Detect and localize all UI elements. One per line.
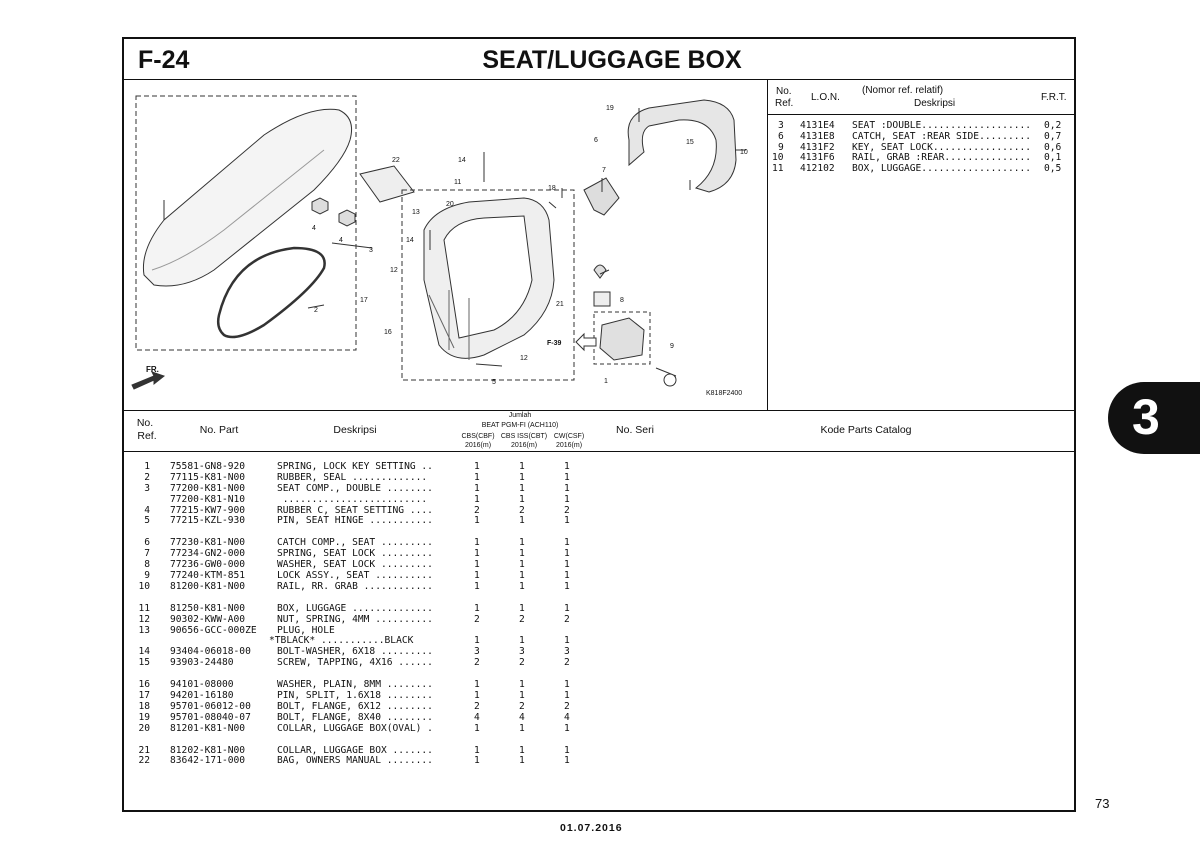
cell-desc: BOLT-WASHER, 6X18 .........	[277, 646, 433, 658]
cell-ref: 4	[144, 504, 150, 516]
callout-label: 6	[594, 137, 598, 144]
cell-q3: 2	[564, 613, 570, 625]
callout-label: 14	[406, 237, 414, 244]
table-row	[124, 724, 604, 735]
diagram-bottom-divider	[124, 410, 1074, 411]
cell-q3: 1	[564, 690, 570, 702]
cell-ref: 6	[144, 537, 150, 549]
cell-q3: 1	[564, 744, 570, 756]
cell-q2: 3	[519, 646, 525, 658]
diagram-divider	[767, 80, 768, 410]
cell-q3: 3	[564, 646, 570, 658]
cell-part: 77215-KZL-930	[170, 515, 246, 527]
cell-q2: 1	[519, 570, 525, 582]
cell-q2: 1	[519, 559, 525, 571]
cell-ref: 13	[138, 624, 150, 636]
cell-part: 93903-24480	[170, 657, 234, 669]
table-row	[124, 495, 604, 506]
callout-label: 12	[390, 267, 398, 274]
callout-label: 9	[670, 343, 674, 350]
cell-ref: 19	[138, 711, 150, 723]
rubber-c-2	[339, 210, 355, 226]
cell-part: 81202-K81-N00	[170, 744, 246, 756]
cell-ref: 20	[138, 722, 150, 734]
cell-desc: PIN, SEAT HINGE ...........	[277, 515, 433, 527]
cell-q1: 1	[474, 690, 480, 702]
cell-q2: 1	[519, 482, 525, 494]
cell-part: 90656-GCC-000ZE	[170, 624, 257, 636]
cell-desc: PIN, SPLIT, 1.6X18 ........	[277, 690, 433, 702]
cell-ref: 15	[138, 657, 150, 669]
cell-ref: 10	[138, 580, 150, 592]
cell-q2: 1	[519, 635, 525, 647]
table-row	[124, 756, 604, 767]
callout-label: 15	[686, 139, 694, 146]
cell-q2: 1	[519, 679, 525, 691]
cell-ref: 7	[144, 548, 150, 560]
cell-desc: WASHER, SEAT LOCK .........	[277, 559, 433, 571]
cell-q1: 1	[474, 537, 480, 549]
lon-col-desc-2: Deskripsi	[914, 98, 956, 109]
cell-q2: 1	[519, 602, 525, 614]
lon-row: 3 4131E4 SEAT :DOUBLE................... 0,2	[778, 120, 1062, 131]
cell-q3: 2	[564, 700, 570, 712]
cell-q2: 1	[519, 722, 525, 734]
lon-col-desc-1: (Nomor ref. relatif)	[862, 85, 944, 96]
cell-q1: 1	[474, 679, 480, 691]
cell-part: 94101-08000	[170, 679, 234, 691]
cell-ref: 3	[144, 482, 150, 494]
cell-q3: 1	[564, 537, 570, 549]
cell-q1: 1	[474, 515, 480, 527]
cell-desc: WASHER, PLAIN, 8MM ........	[277, 679, 433, 691]
table-row	[124, 658, 604, 669]
cell-ref: 11	[138, 602, 150, 614]
cell-q1: 1	[474, 548, 480, 560]
cell-q1: 2	[474, 613, 480, 625]
lon-col-frt: F.R.T.	[1041, 92, 1067, 103]
cell-q1: 1	[474, 461, 480, 472]
cell-q3: 1	[564, 635, 570, 647]
page-number: 73	[1095, 796, 1110, 811]
cell-desc: CATCH COMP., SEAT .........	[277, 537, 433, 549]
print-date: 01.07.2016	[560, 822, 623, 834]
cell-desc: RAIL, RR. GRAB ............	[277, 580, 433, 592]
callout-label: 16	[384, 329, 392, 336]
cell-part: 95701-08040-07	[170, 711, 251, 723]
callout-label: 4	[339, 237, 343, 244]
cell-part: 77230-K81-N00	[170, 537, 246, 549]
parts-col-serial: No. Seri	[616, 424, 654, 436]
cell-q3: 1	[564, 482, 570, 494]
callout-label: 22	[392, 157, 400, 164]
cell-desc: SCREW, TAPPING, 4X16 ......	[277, 657, 433, 669]
cell-q2: 2	[519, 700, 525, 712]
cell-part: 93404-06018-00	[170, 646, 251, 658]
cell-desc: BOLT, FLANGE, 6X12 ........	[277, 700, 433, 712]
cell-q2: 1	[519, 690, 525, 702]
cell-q3: 1	[564, 679, 570, 691]
variant-code: CW(CSF)	[553, 433, 585, 440]
callout-label: 3	[369, 247, 373, 254]
parts-col-catalog: Kode Parts Catalog	[820, 424, 912, 436]
cell-q1: 1	[474, 755, 480, 767]
f39-label: F-39	[547, 340, 562, 347]
cell-q3: 1	[564, 515, 570, 527]
cell-q2: 2	[519, 657, 525, 669]
callout-label: 7	[602, 167, 606, 174]
cell-q3: 1	[564, 559, 570, 571]
cell-q1: 1	[474, 722, 480, 734]
cell-ref: 1	[144, 461, 150, 472]
cell-q1: 1	[474, 482, 480, 494]
cell-q3: 1	[564, 548, 570, 560]
parts-col-desc: Deskripsi	[333, 424, 377, 436]
callout-label: 18	[548, 185, 556, 192]
cell-part: 90302-KWW-A00	[170, 613, 246, 625]
cell-desc: COLLAR, LUGGAGE BOX .......	[277, 744, 433, 756]
variant-year: 2016(m)	[510, 442, 538, 449]
lon-row: 10 4131F6 RAIL, GRAB :REAR............... 0,1	[772, 152, 1062, 164]
cell-desc: RUBBER, SEAL .............	[277, 471, 428, 483]
cell-q3: 1	[564, 602, 570, 614]
lon-row: 9 4131F2 KEY, SEAT LOCK................. 0,6	[778, 141, 1062, 153]
lon-col-no: No.	[776, 86, 792, 97]
variant-year: 2016(m)	[555, 442, 583, 449]
cell-part: 81250-K81-N00	[170, 602, 246, 614]
callout-label: 19	[606, 105, 614, 112]
fr-label: FR.	[146, 365, 159, 374]
cell-q1: 1	[474, 580, 480, 592]
cell-part: 77200-K81-N00	[170, 482, 246, 494]
cell-q2: 1	[519, 580, 525, 592]
lock-key-spring	[594, 265, 606, 278]
cell-part: 77115-K81-N00	[170, 471, 246, 483]
cell-q3: 1	[564, 461, 570, 472]
cell-q3: 2	[564, 657, 570, 669]
exploded-diagram	[124, 80, 766, 410]
cell-ref: 21	[138, 744, 150, 756]
cell-part: 77236-GW0-000	[170, 559, 246, 571]
cell-desc: SPRING, SEAT LOCK .........	[277, 548, 433, 560]
cell-q2: 1	[519, 744, 525, 756]
page-title: SEAT/LUGGAGE BOX	[482, 46, 742, 74]
cell-part: 83642-171-000	[170, 755, 246, 767]
callout-label: 20	[446, 201, 454, 208]
cell-q3: 2	[564, 504, 570, 516]
cell-q2: 1	[519, 755, 525, 767]
variant-year: 2016(m)	[464, 442, 492, 449]
lon-row: 6 4131E8 CATCH, SEAT :REAR SIDE......... 0,7	[778, 130, 1062, 142]
cell-desc: COLLAR, LUGGAGE BOX(OVAL) .	[277, 722, 433, 734]
manual-bag	[360, 166, 414, 202]
cell-q2: 1	[519, 548, 525, 560]
callout-label: 13	[412, 209, 420, 216]
table-row	[124, 516, 604, 527]
cell-q3: 1	[564, 580, 570, 592]
callout-label: 12	[520, 355, 528, 362]
cell-q1: 4	[474, 711, 480, 723]
cell-q1: 1	[474, 602, 480, 614]
cell-q1: 2	[474, 504, 480, 516]
cell-part: 77240-KTM-851	[170, 570, 246, 582]
cell-q2: 1	[519, 493, 525, 505]
cell-desc: BOLT, FLANGE, 8X40 ........	[277, 711, 433, 723]
cell-desc: LOCK ASSY., SEAT ..........	[277, 570, 433, 582]
cell-q3: 1	[564, 570, 570, 582]
drawing-code: K818F2400	[706, 390, 743, 397]
cell-q2: 1	[519, 515, 525, 527]
cell-part: 81201-K81-N00	[170, 722, 246, 734]
cell-ref: 14	[138, 646, 150, 658]
cell-desc: *TBLACK* ...........BLACK	[269, 635, 414, 647]
parts-col-ref: Ref.	[137, 430, 157, 442]
cell-ref: 17	[138, 690, 150, 702]
cell-q2: 1	[519, 471, 525, 483]
cell-desc: PLUG, HOLE	[277, 624, 335, 636]
parts-col-model: BEAT PGM-FI (ACH110)	[481, 422, 559, 429]
cell-part: 94201-16180	[170, 690, 234, 702]
f39-arrow	[576, 334, 596, 350]
cell-q1: 3	[474, 646, 480, 658]
cell-q1: 1	[474, 570, 480, 582]
washer-seat-lock	[594, 292, 610, 306]
parts-table	[124, 462, 604, 767]
cell-ref: 2	[144, 471, 150, 483]
cell-part: 77200-K81-N10	[170, 493, 246, 505]
cell-ref: 18	[138, 700, 150, 712]
cell-desc: RUBBER C, SEAT SETTING ....	[277, 504, 433, 516]
cell-q1: 2	[474, 657, 480, 669]
cell-q1: 2	[474, 700, 480, 712]
cell-q3: 4	[564, 711, 570, 723]
lon-header-divider	[767, 114, 1074, 115]
cell-part: 95701-06012-00	[170, 700, 251, 712]
callout-label: 4	[312, 225, 316, 232]
cell-desc: SEAT COMP., DOUBLE ........	[277, 482, 433, 494]
cell-q2: 2	[519, 504, 525, 516]
cell-ref: 22	[138, 755, 150, 767]
lon-row: 11 412102 BOX, LUGGAGE................... 0,5	[772, 163, 1062, 175]
lon-col-ref: Ref.	[775, 98, 794, 109]
callout-label: 11	[454, 179, 462, 186]
cell-q3: 1	[564, 755, 570, 767]
callout-label: 1	[604, 378, 608, 385]
cell-q2: 2	[519, 613, 525, 625]
cell-q1: 1	[474, 471, 480, 483]
cell-desc: BOX, LUGGAGE ..............	[277, 602, 433, 614]
cell-q2: 1	[519, 537, 525, 549]
section-code: F-24	[138, 46, 190, 74]
cell-q1: 1	[474, 559, 480, 571]
section-tab: 3	[1108, 382, 1200, 454]
group-gap	[124, 735, 604, 746]
callout-label: 2	[314, 307, 318, 314]
callout-label: 17	[360, 297, 368, 304]
callout-label: 8	[620, 297, 624, 304]
cell-q2: 1	[519, 461, 525, 472]
seal-ring	[218, 248, 324, 337]
grab-rail	[628, 100, 736, 192]
cell-desc: .........................	[277, 493, 428, 505]
parts-header-divider	[124, 451, 1074, 452]
seat-lock-assy	[600, 318, 644, 360]
cell-ref: 5	[144, 515, 150, 527]
cell-ref: 8	[144, 559, 150, 571]
cell-q3: 1	[564, 493, 570, 505]
key	[656, 368, 676, 386]
parts-col-no: No.	[136, 417, 154, 429]
table-row	[124, 582, 604, 593]
cell-ref: 16	[138, 679, 150, 691]
fr-arrow	[132, 372, 164, 389]
cell-q1: 1	[474, 744, 480, 756]
cell-part: 81200-K81-N00	[170, 580, 246, 592]
cell-desc: BAG, OWNERS MANUAL ........	[277, 755, 433, 767]
cell-part: 75581-GN8-920	[170, 461, 246, 472]
lon-col-lon: L.O.N.	[811, 92, 840, 103]
cell-q3: 1	[564, 471, 570, 483]
cell-ref: 9	[144, 570, 150, 582]
lon-rows	[772, 121, 1072, 175]
cell-desc: SPRING, LOCK KEY SETTING ..	[277, 461, 433, 472]
cell-part: 77215-KW7-900	[170, 504, 246, 516]
cell-part: 77234-GN2-000	[170, 548, 246, 560]
rubber-c-1	[312, 198, 328, 214]
parts-col-part: No. Part	[199, 424, 239, 436]
parts-col-qty: Jumlah	[508, 412, 532, 419]
cell-q1: 1	[474, 635, 480, 647]
callout-label: 14	[458, 157, 466, 164]
variant-code: CBS ISS(CBT)	[500, 433, 548, 440]
cell-q3: 1	[564, 722, 570, 734]
callout-label: 21	[556, 301, 564, 308]
variant-code: CBS(CBF)	[461, 433, 495, 440]
cell-desc: NUT, SPRING, 4MM ..........	[277, 613, 433, 625]
cell-q2: 4	[519, 711, 525, 723]
table-row	[124, 615, 604, 626]
callout-label: 10	[740, 149, 748, 156]
cell-q1: 1	[474, 493, 480, 505]
callout-label: 5	[492, 379, 496, 386]
cell-ref: 12	[138, 613, 150, 625]
